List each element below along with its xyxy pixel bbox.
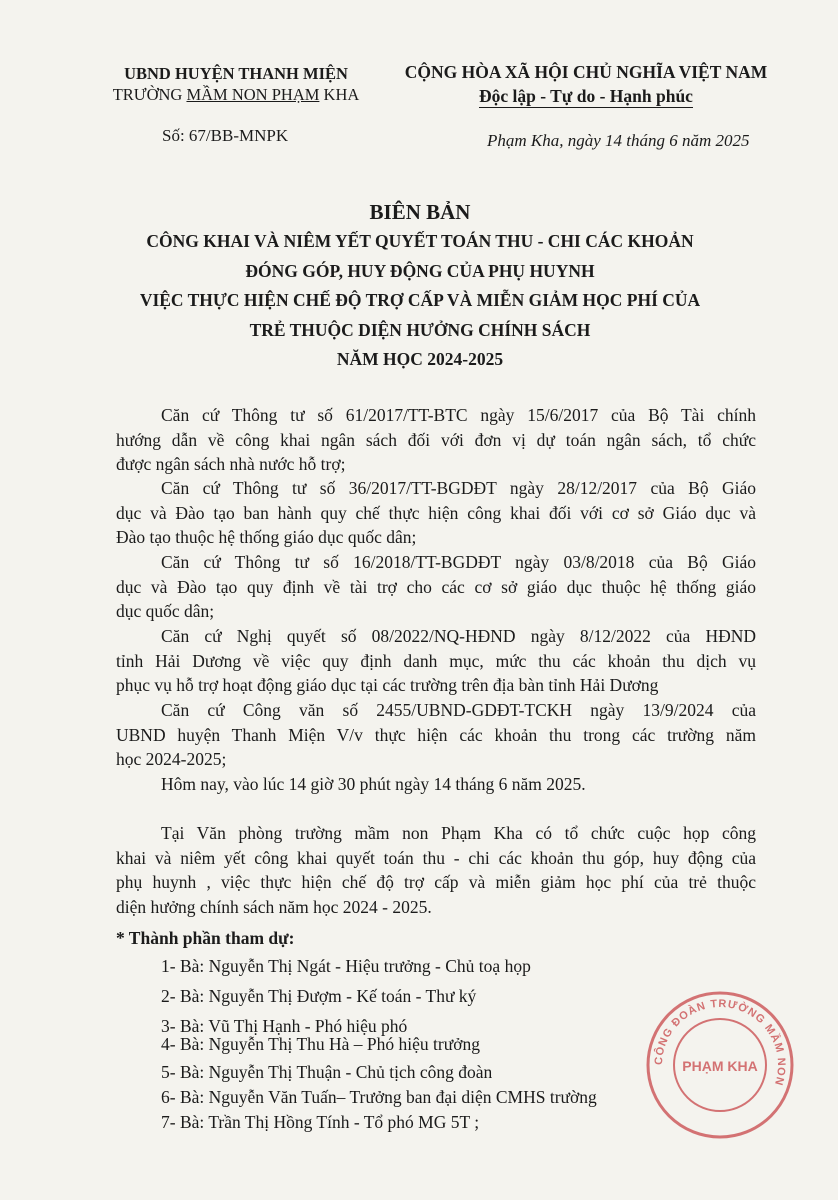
attendee-item: 6- Bà: Nguyễn Văn Tuấn– Trưởng ban đại diện CMHS trường xyxy=(161,1087,597,1107)
paragraph-legal-basis-4: Căn cứ Nghị quyết số 08/2022/NQ-HĐND ngày 8/12/2022 của HĐND tỉnh Hải Dương về việc quy định danh mục, mức thu các khoản thu dịch vụ phục vụ hỗ trợ hoạt động giáo dục tại các trường trên địa bàn tỉnh Hải Dương xyxy=(116,626,756,695)
attendee-item: 2- Bà: Nguyễn Thị Đượm - Kế toán - Thư ký xyxy=(161,986,477,1006)
stamp-ring-text: CÔNG ĐOÀN TRƯỜNG MẦM NON xyxy=(652,997,788,1088)
attendee-item: 1- Bà: Nguyễn Thị Ngát - Hiệu trưởng - Chủ toạ họp xyxy=(161,956,531,976)
org-line-2: TRƯỜNG MẦM NON PHẠM KHA xyxy=(112,85,360,104)
document-date: Phạm Kha, ngày 14 tháng 6 năm 2025 xyxy=(487,131,750,150)
attendee-item: 5- Bà: Nguyễn Thị Thuận - Chủ tịch công đoàn xyxy=(161,1062,493,1082)
attendee-item: 7- Bà: Trần Thị Hồng Tính - Tổ phó MG 5T ; xyxy=(161,1112,480,1132)
national-header xyxy=(370,60,802,108)
issuing-organization xyxy=(108,63,364,105)
title-line: CÔNG KHAI VÀ NIÊM YẾT QUYẾT TOÁN THU - CHI CÁC KHOẢN xyxy=(146,231,694,251)
title-main: BIÊN BẢN xyxy=(369,200,471,224)
attendees-heading: * Thành phần tham dự: xyxy=(116,928,295,948)
attendee-item: 4- Bà: Nguyễn Thị Thu Hà – Phó hiệu trưởng xyxy=(161,1034,480,1054)
paragraph-meeting-place: Tại Văn phòng trường mầm non Phạm Kha có tổ chức cuộc họp công khai và niêm yết công khai quyết toán thu - chi các khoản thu góp, huy động của phụ huynh , việc thực hiện chế độ trợ cấp và miễn giảm học phí của trẻ thuộc diện hưởng chính sách năm học 2024 - 2025. xyxy=(116,823,756,917)
paragraph-legal-basis-1: Căn cứ Thông tư số 61/2017/TT-BTC ngày 15/6/2017 của Bộ Tài chính hướng dẫn về công khai ngân sách đối với đơn vị dự toán ngân sách, tổ chức được ngân sách nhà nước hỗ trợ; xyxy=(116,405,756,474)
nation-title: CỘNG HÒA XÃ HỘI CHỦ NGHĨA VIỆT NAM xyxy=(404,62,768,82)
official-stamp xyxy=(640,985,800,1145)
title-line: ĐÓNG GÓP, HUY ĐỘNG CỦA PHỤ HUYNH xyxy=(245,260,595,281)
stamp-center-text: PHẠM KHA xyxy=(682,1058,758,1074)
paragraph-meeting-time: Hôm nay, vào lúc 14 giờ 30 phút ngày 14 tháng 6 năm 2025. xyxy=(161,774,586,794)
paragraph-legal-basis-2: Căn cứ Thông tư số 36/2017/TT-BGDĐT ngày 28/12/2017 của Bộ Giáo dục và Đào tạo ban hành quy chế thực hiện công khai đối với cơ sở Giáo dục và Đào tạo thuộc hệ thống giáo dục quốc dân; xyxy=(116,478,756,547)
title-line: TRẺ THUỘC DIỆN HƯỞNG CHÍNH SÁCH xyxy=(249,319,591,340)
nation-motto: Độc lập - Tự do - Hạnh phúc xyxy=(479,86,693,106)
paragraph-legal-basis-5: Căn cứ Công văn số 2455/UBND-GDĐT-TCKH ngày 13/9/2024 của UBND huyện Thanh Miện V/v thực hiện các khoản thu trong các trường năm học 2024-2025; xyxy=(116,700,756,769)
title-line: NĂM HỌC 2024-2025 xyxy=(336,349,504,369)
paragraph-legal-basis-3: Căn cứ Thông tư số 16/2018/TT-BGDĐT ngày 03/8/2018 của Bộ Giáo dục và Đào tạo quy định về tài trợ cho các cơ sở giáo dục thuộc hệ thống giáo dục quốc dân; xyxy=(116,552,756,621)
org-line-1: UBND HUYỆN THANH MIỆN xyxy=(124,64,348,83)
attendee-item: 3- Bà: Vũ Thị Hạnh - Phó hiệu phó xyxy=(161,1016,408,1036)
title-line: VIỆC THỰC HIỆN CHẾ ĐỘ TRỢ CẤP VÀ MIỄN GIẢM HỌC PHÍ CỦA xyxy=(139,290,701,310)
document-number: Số: 67/BB-MNPK xyxy=(162,126,289,145)
document-title xyxy=(80,197,760,375)
